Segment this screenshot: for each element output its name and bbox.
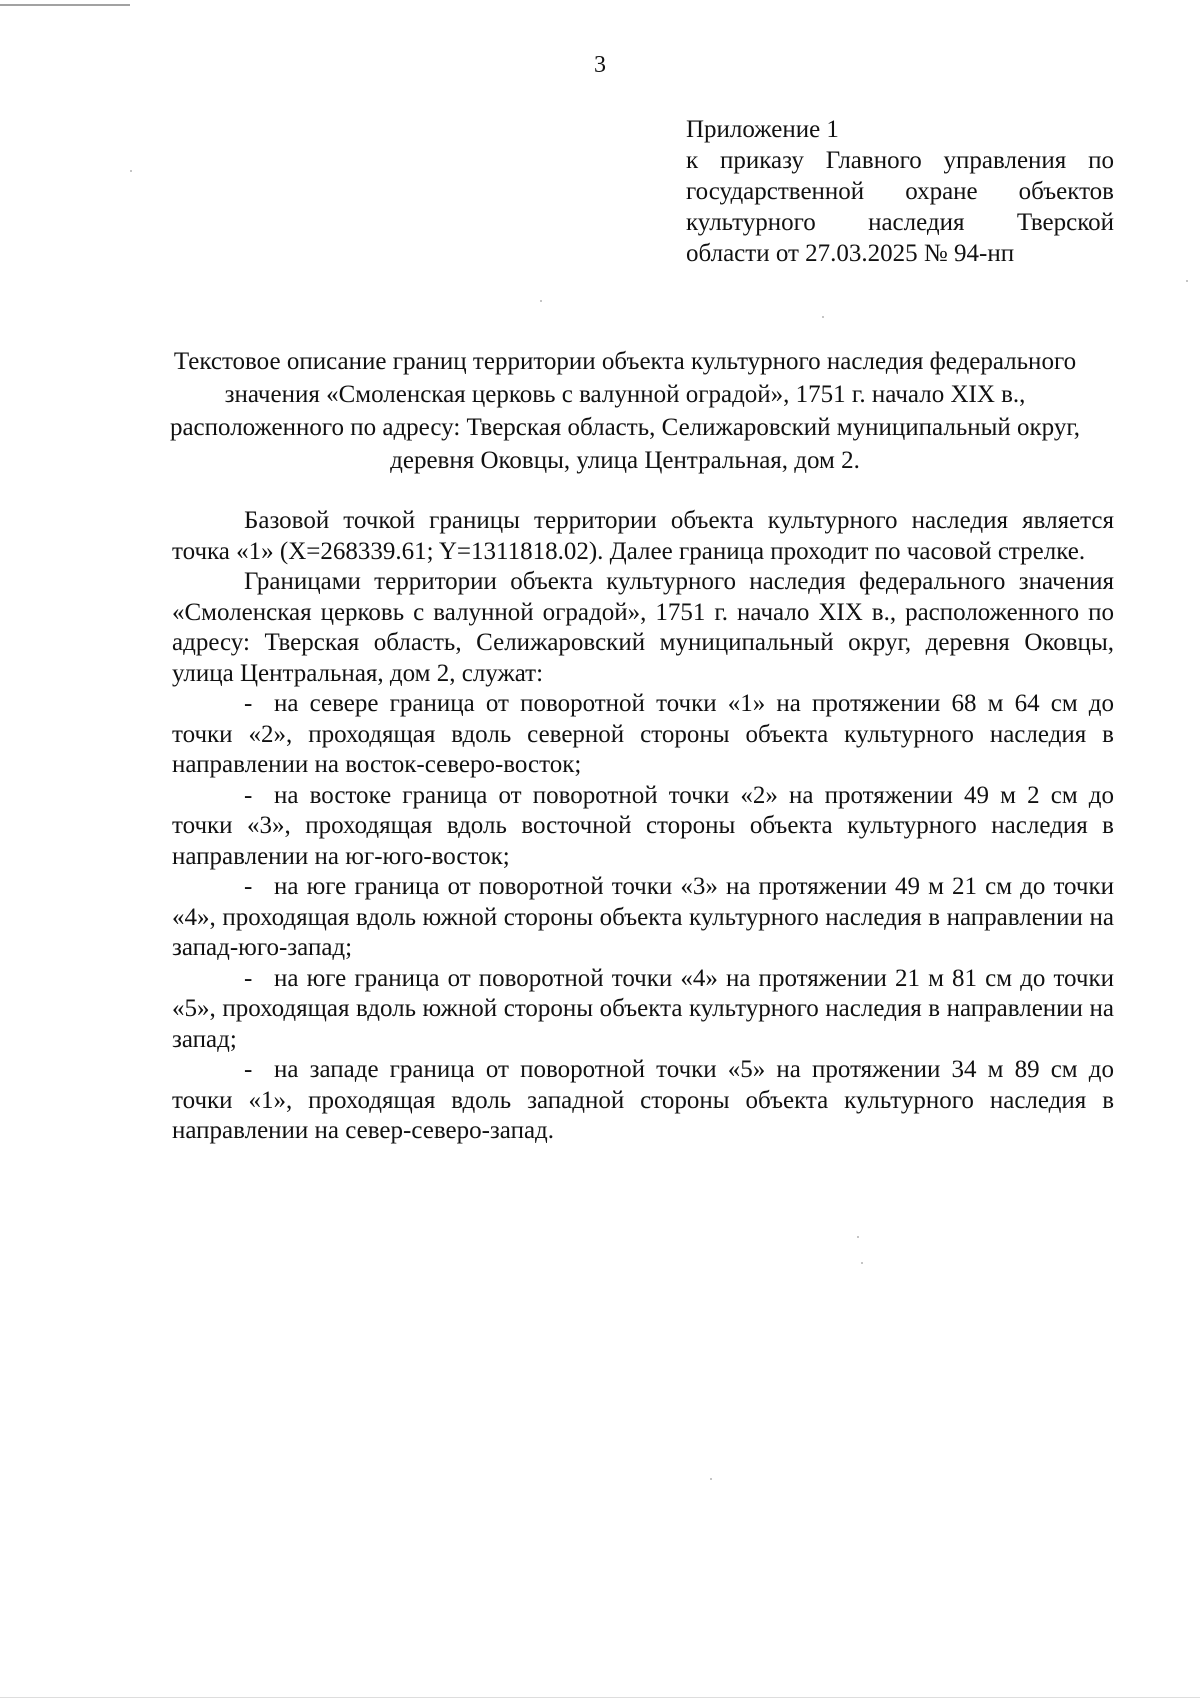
scan-speck — [130, 170, 132, 172]
appendix-line: области от 27.03.2025 № 94-нп — [686, 240, 1015, 267]
scan-speck — [857, 1236, 859, 1238]
list-marker: - — [244, 1056, 253, 1083]
scan-speck — [710, 1478, 712, 1480]
list-marker: - — [244, 964, 253, 992]
appendix-line: государственной охране объектов — [686, 178, 1114, 205]
document-title: Текстовое описание границ территории объекта культурного наследия федерального значения «Смоленская церковь с валунной оградой», 1751 г. начало XIX в., расположенного по адресу: Тверская область, Селижаровский муниципальный округ, деревня Оковцы, улица Центральная, дом 2. — [169, 348, 1081, 474]
scan-speck — [1186, 280, 1188, 282]
list-item — [172, 689, 1114, 781]
scan-speck — [822, 316, 824, 318]
page-number: 3 — [594, 52, 606, 78]
list-item-text: на юге граница от поворотной точки «3» на протяжении 49 м 21 см до точки «4», проходящая вдоль южной стороны объекта культурного наследия в направлении на запад-юго-запад; — [172, 873, 1114, 961]
list-item-text: на севере граница от поворотной точки «1» на протяжении 68 м 64 см до точки «2», проходящая вдоль северной стороны объекта культурного наследия в направлении на восток-северо-восток; — [172, 690, 1114, 778]
list-marker: - — [244, 781, 253, 809]
list-marker: - — [244, 873, 253, 900]
list-item — [172, 964, 1114, 1056]
document-body — [172, 506, 1114, 1147]
list-item — [172, 872, 1114, 964]
list-item — [172, 781, 1114, 873]
list-item-text: на востоке граница от поворотной точки «2» на протяжении 49 м 2 см до точки «3», проходящая вдоль восточной стороны объекта культурного наследия в направлении на юг-юго-восток; — [172, 781, 1114, 870]
list-item-text: на юге граница от поворотной точки «4» на протяжении 21 м 81 см до точки «5», проходящая вдоль южной стороны объекта культурного наследия в направлении на запад; — [172, 964, 1114, 1053]
list-marker: - — [244, 690, 253, 717]
scan-edge-mark — [0, 4, 130, 6]
paragraph-base-point: Базовой точкой границы территории объекта культурного наследия является точка «1» (X=268339.61; Y=1311818.02). Далее граница проходит по часовой стрелке. — [172, 507, 1114, 565]
appendix-line: культурного наследия Тверской — [686, 209, 1114, 236]
appendix-header — [686, 114, 1114, 269]
list-item — [172, 1055, 1114, 1147]
paragraph-boundaries-intro: Границами территории объекта культурного наследия федерального значения «Смоленская церковь с валунной оградой», 1751 г. начало XIX в., расположенного по адресу: Тверская область, Селижаровский муниципальный округ, деревня Оковцы, улица Центральная, дом 2, служат: — [172, 568, 1114, 687]
appendix-line: Приложение 1 — [686, 116, 839, 143]
scan-edge-mark — [0, 1697, 1200, 1698]
list-item-text: на западе граница от поворотной точки «5» на протяжении 34 м 89 см до точки «1», проходящая вдоль западной стороны объекта культурного наследия в направлении на север-северо-запад. — [172, 1056, 1114, 1144]
appendix-line: к приказу Главного управления по — [686, 147, 1114, 174]
scan-speck — [540, 300, 542, 302]
scan-speck — [861, 1262, 863, 1264]
